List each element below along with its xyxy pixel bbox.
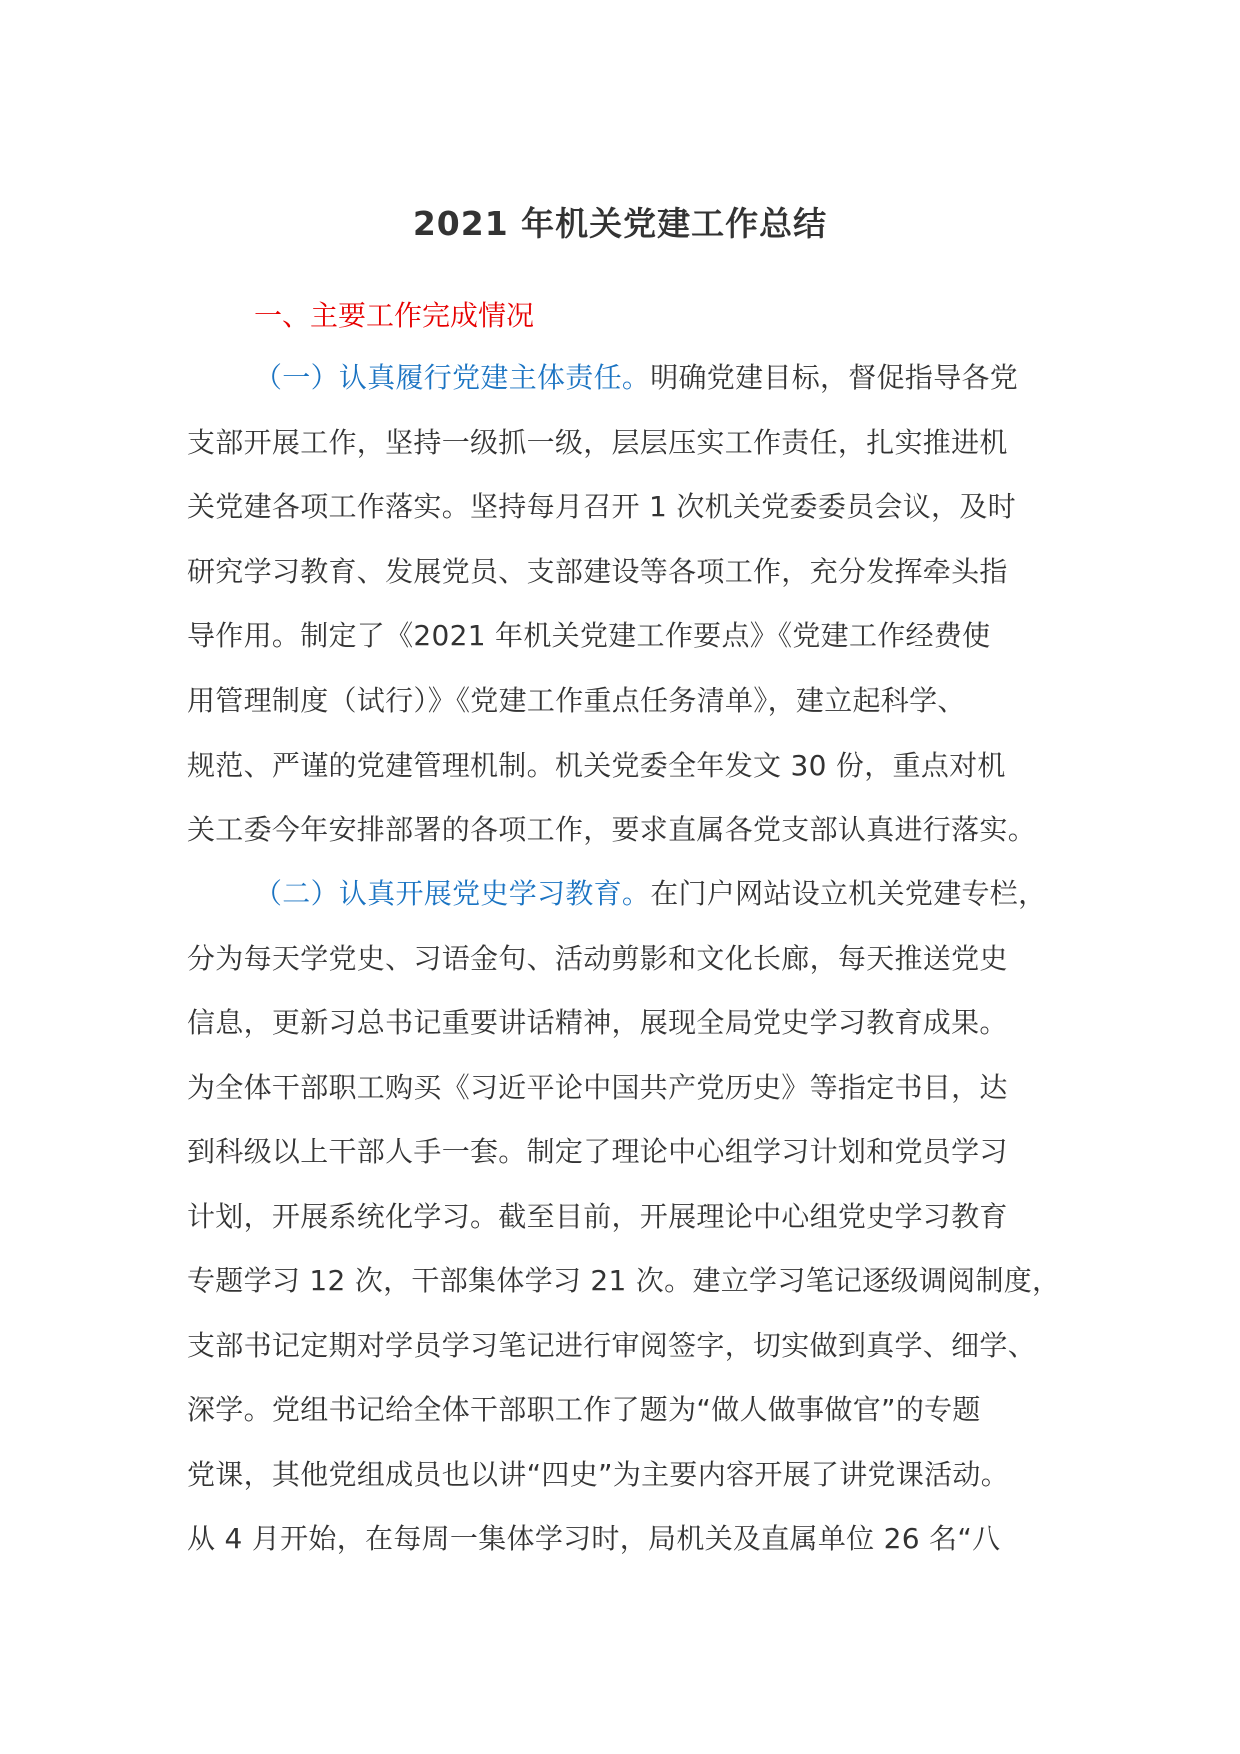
paragraph-2-line-1 — [254, 874, 1046, 914]
paragraph-1-line-5: 导作用。制定了《2021 年机关党建工作要点》《党建工作经费使 — [187, 619, 991, 652]
paragraph-text: 在门户网站设立机关党建专栏， — [650, 877, 1047, 910]
paragraph-2-line-11: 从 4 月开始，在每周一集体学习时，局机关及直属单位 26 名“八 — [187, 1522, 1001, 1555]
paragraph-2-line-3: 信息，更新习总书记重要讲话精神，展现全局党史学习教育成果。 — [187, 1006, 1008, 1039]
paragraph-2-line-7: 专题学习 12 次，干部集体学习 21 次。建立学习笔记逐级调阅制度， — [187, 1264, 1061, 1297]
paragraph-2-line-9: 深学。党组书记给全体干部职工作了题为“做人做事做官”的专题 — [187, 1393, 981, 1426]
paragraph-1-line-7: 规范、严谨的党建管理机制。机关党委全年发文 30 份，重点对机 — [187, 749, 1006, 782]
paragraph-1-line-3: 关党建各项工作落实。坚持每月召开 1 次机关党委委员会议，及时 — [187, 490, 1016, 523]
paragraph-1-line-6: 用管理制度（试行）》《党建工作重点任务清单》，建立起科学、 — [187, 684, 966, 717]
paragraph-2-line-5: 到科级以上干部人手一套。制定了理论中心组学习计划和党员学习 — [187, 1135, 1008, 1168]
document-title: 2021 年机关党建工作总结 — [412, 204, 828, 243]
paragraph-2-line-4: 为全体干部职工购买《习近平论中国共产党历史》等指定书目，达 — [187, 1071, 1008, 1104]
subheading-party-history-study: （二）认真开展党史学习教育。 — [254, 877, 651, 910]
section-heading-main-work: 一、主要工作完成情况 — [254, 299, 535, 332]
paragraph-1-line-2: 支部开展工作，坚持一级抓一级，层层压实工作责任，扎实推进机 — [187, 426, 1008, 459]
paragraph-2-line-2: 分为每天学党史、习语金句、活动剪影和文化长廊，每天推送党史 — [187, 942, 1008, 975]
paragraph-2-line-8: 支部书记定期对学员学习笔记进行审阅签字，切实做到真学、细学、 — [187, 1329, 1037, 1362]
subheading-party-responsibility: （一）认真履行党建主体责任。 — [254, 361, 651, 394]
paragraph-1-line-1 — [254, 358, 1018, 398]
paragraph-text: 明确党建目标，督促指导各党 — [650, 361, 1019, 394]
paragraph-2-line-10: 党课，其他党组成员也以讲“四史”为主要内容开展了讲党课活动。 — [187, 1458, 1010, 1491]
paragraph-1-line-8: 关工委今年安排部署的各项工作，要求直属各党支部认真进行落实。 — [187, 813, 1037, 846]
paragraph-2-line-6: 计划，开展系统化学习。截至目前，开展理论中心组党史学习教育 — [187, 1200, 1008, 1233]
paragraph-1-line-4: 研究学习教育、发展党员、支部建设等各项工作，充分发挥牵头指 — [187, 555, 1008, 588]
